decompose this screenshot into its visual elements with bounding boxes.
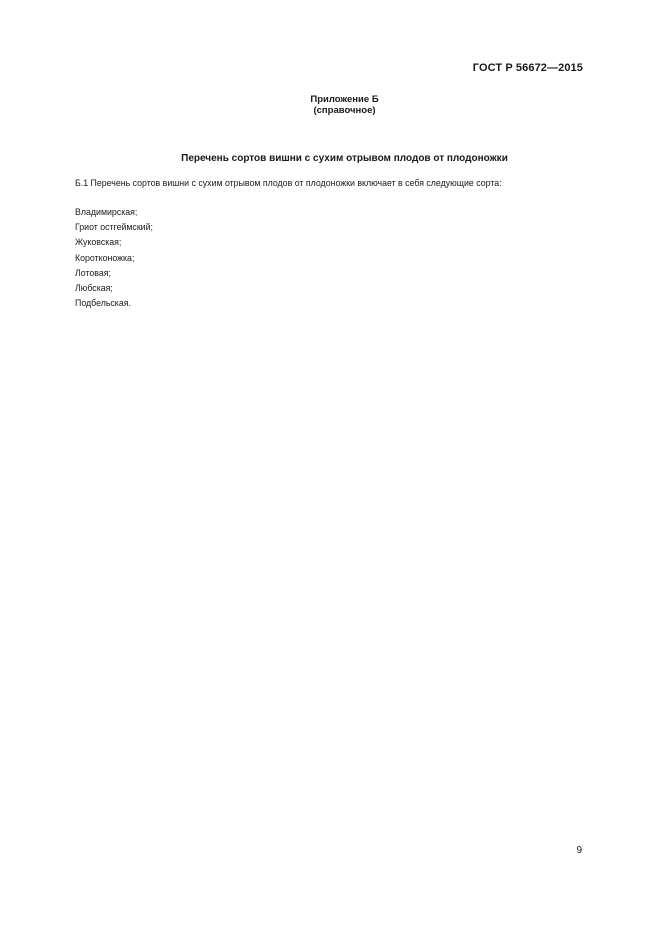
list-item: Лотовая; [75,267,111,278]
section-intro: Б.1 Перечень сортов вишни с сухим отрывом плодов от плодоножки включает в себя следующие сорта: [75,178,502,188]
list-item: Любская; [75,283,113,294]
list-item: Коротконожка; [75,252,135,263]
list-item: Гриот остгеймский; [75,222,153,233]
varieties-list [75,205,153,311]
section-title: Перечень сортов вишни с сухим отрывом плодов от плодоножки [181,153,508,164]
list-item: Владимирская; [75,207,138,217]
page-number: 9 [576,845,582,856]
annex-status: (справочное) [313,105,376,116]
annex-title: Приложение Б [310,94,379,105]
list-item: Подбельская. [75,298,131,309]
list-item: Жуковская; [75,237,122,248]
standard-code: ГОСТ Р 56672—2015 [472,62,583,74]
annex-heading [0,94,661,116]
